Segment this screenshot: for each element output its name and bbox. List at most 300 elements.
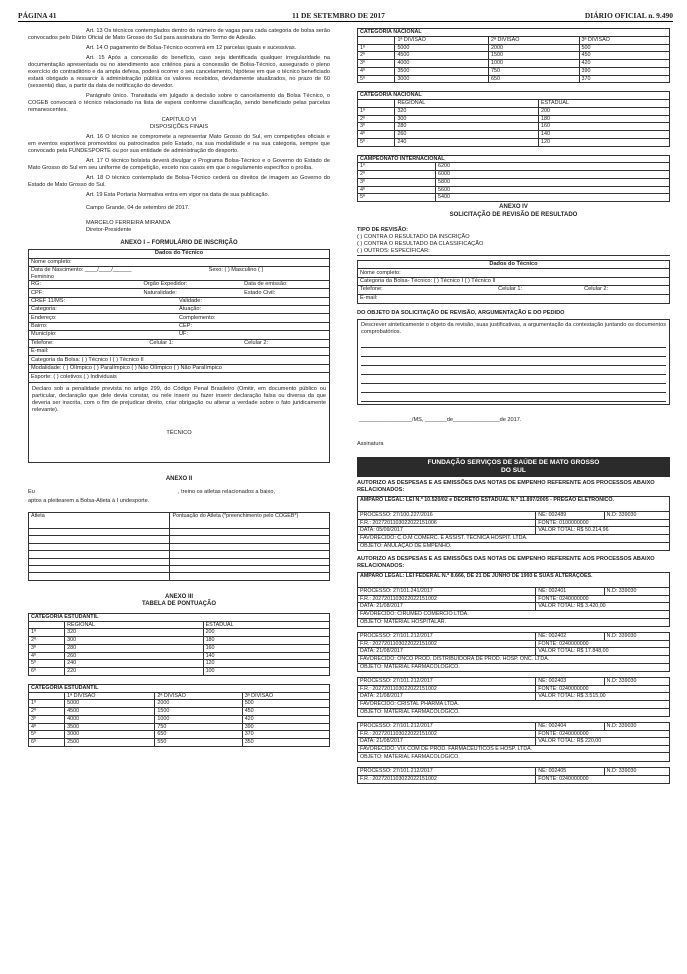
table-cell: 2º: [358, 52, 395, 60]
empenho-field: DATA: 21/08/2017: [360, 693, 403, 700]
athlete-column-header: Atleta: [29, 513, 170, 529]
review-place-date: _________________/MS, _______de_______________de 2017.: [359, 416, 522, 423]
blank-line: [361, 393, 666, 402]
empenho-row: [358, 619, 669, 627]
table-cell: 4º: [358, 186, 436, 194]
table-row: [358, 123, 670, 131]
table-cell: 5800: [436, 178, 670, 186]
left-column: [28, 28, 330, 747]
empenho-row: [358, 648, 669, 656]
table-cell: 5º: [358, 75, 395, 83]
table-cell: 280: [65, 644, 203, 652]
empenho-row: [358, 497, 669, 512]
right-column: [357, 28, 670, 789]
table-cell: 5000: [395, 44, 489, 52]
table-cell: 300: [65, 637, 203, 645]
student-category-table: [28, 613, 330, 676]
table-row: [29, 637, 330, 645]
empenho-field: NE: 002403: [535, 678, 603, 685]
table-cell: 450: [242, 708, 329, 716]
table-cell: 100: [203, 668, 329, 676]
international-championship-table: [357, 155, 670, 203]
journal-name: DIÁRIO OFICIAL n. 9.490: [584, 11, 673, 20]
blank-line: [361, 348, 666, 357]
blank-line: [361, 384, 666, 393]
national-division-table: [357, 28, 670, 83]
table-cell: 1500: [489, 52, 579, 60]
table-cell: 140: [203, 652, 329, 660]
empenho-field: FAVORECIDO: ONCO PROD. DISTRIBUIDORA DE PROD. HOSP. ONC. LTDA.: [360, 655, 550, 662]
article-18: Art. 18 O técnico contemplado de Bolsa-Técnico cederá os direitos de imagem ao Governo do Estado de Mato Grosso do Sul.: [28, 174, 330, 188]
table-row: [358, 44, 670, 52]
national-regional-table: [357, 91, 670, 146]
table-title: CAMPEONATO INTERNACIONAL: [358, 155, 670, 163]
empenho-field: VALOR TOTAL: R$ 220,00: [535, 738, 603, 745]
empenho-field: VALOR TOTAL: R$ 17.848,00: [535, 648, 610, 655]
table-cell: 6º: [29, 739, 65, 747]
review-object-heading: DO OBJETO DA SOLICITAÇÃO DE REVISÃO, ARGUMENTAÇÃO E DO PEDIDO: [357, 309, 565, 316]
table-cell: 1º: [358, 163, 436, 171]
foundation-banner: [357, 457, 670, 477]
table-row: [358, 194, 670, 202]
table-cell: 2º: [358, 171, 436, 179]
table-cell: [358, 100, 395, 108]
empenho-field: FAVORECIDO: CIRUMED COMERCIO LTDA.: [360, 610, 469, 617]
empenho-row: [358, 611, 669, 619]
authorization-heading-2: AUTORIZO AS DESPESAS E AS EMISSÕES DAS NOTAS DE EMPENHO REFERENTE AOS PROCESSOS ABAIXO RELACIONADOS:: [357, 556, 655, 570]
table-cell: 2000: [155, 700, 242, 708]
empenho-field: N.D: 339030: [604, 588, 639, 595]
form-row-email[interactable]: E-mail:: [29, 348, 329, 356]
table-cell: 140: [538, 131, 669, 139]
table-cell: [358, 36, 395, 44]
form-row-phone[interactable]: Telefone: Celular 1: Celular 2:: [29, 340, 329, 348]
table-cell: REGIONAL: [395, 100, 539, 108]
table-cell: 2ª DIVISÃO: [489, 36, 579, 44]
empenho-row: [358, 746, 669, 754]
tecnico-signature-label: TÉCNICO: [166, 429, 192, 436]
table-row: [358, 115, 670, 123]
blank-line: [361, 366, 666, 375]
empenho-block-3: [357, 632, 670, 672]
empenho-row: [358, 588, 669, 596]
table-cell: [170, 536, 330, 543]
table-cell: 500: [242, 700, 329, 708]
table-row: [358, 163, 670, 171]
table-cell: 2ª DIVISÃO: [155, 692, 242, 700]
annex-2-aptos: aptos a pleitearem a Bolsa-Atleta à I undesporte.: [28, 498, 150, 505]
table-row: [358, 186, 670, 194]
athlete-cell[interactable]: [29, 558, 170, 565]
review-option-classificacao[interactable]: ( ) CONTRA O RESULTADO DA CLASSIFICAÇÃO: [357, 240, 484, 247]
empenho-field: NE: 002404: [535, 723, 603, 730]
empenho-row: [358, 641, 669, 649]
foundation-name: FUNDAÇÃO SERVIÇOS DE SAÚDE DE MATO GROSSO: [427, 458, 600, 466]
table-cell: 4º: [29, 723, 65, 731]
table-cell: 390: [242, 723, 329, 731]
empenho-row: [358, 686, 669, 694]
table-row: [358, 67, 670, 75]
empenho-field: F.R.: 2027201103022022151006: [360, 519, 437, 526]
empenho-block-6: [357, 767, 670, 784]
table-cell: 4º: [358, 131, 395, 139]
table-cell: 320: [395, 107, 539, 115]
score-table-title: TABELA DE PONTUAÇÃO: [142, 601, 216, 608]
review-row-bolsa[interactable]: Categoria da Bolsa- Técnico: ( ) Técnico I ( ) Técnico II: [358, 278, 669, 286]
table-cell: 200: [538, 107, 669, 115]
table-title: CATEGORIA ESTUDANTIL: [29, 684, 330, 692]
athlete-cell[interactable]: [29, 536, 170, 543]
table-cell: 4º: [29, 652, 65, 660]
empenho-field: FONTE: 0240000000: [535, 641, 590, 648]
table-row: [29, 731, 330, 739]
table-row: [358, 75, 670, 83]
table-cell: 5º: [29, 660, 65, 668]
empenho-field: PROCESSO: 27/101.241/2017: [360, 588, 433, 595]
table-cell: [170, 558, 330, 565]
form-row-sport[interactable]: Esporte: ( ) coletivos ( ) Individuais: [31, 373, 117, 380]
review-object-instructions: Descrever sinteticamente o objeto da revisão, suas justificativas, a argumentação da contestação juntando os documentos comprobatórios.: [361, 321, 666, 335]
table-cell: 260: [65, 652, 203, 660]
review-option-outros[interactable]: ( ) OUTROS: ESPECIFICAR:: [357, 248, 670, 256]
table-cell: 3500: [65, 723, 155, 731]
table-cell: 200: [203, 629, 329, 637]
table-row: [29, 700, 330, 708]
table-cell: 6º: [29, 668, 65, 676]
table-cell: 2500: [65, 739, 155, 747]
annex-1-title: ANEXO I – FORMULÁRIO DE INSCRIÇÃO: [120, 239, 238, 246]
table-cell: ESTADUAL: [203, 621, 329, 629]
empenho-field: N.D: 339030: [604, 678, 639, 685]
empenho-field: PROCESSO: 27/101.212/2017: [360, 723, 433, 730]
table-cell: 4000: [65, 715, 155, 723]
table-cell: [170, 566, 330, 573]
table-cell: 220: [65, 668, 203, 676]
athlete-cell[interactable]: [29, 551, 170, 558]
review-row-name[interactable]: Nome completo:: [358, 269, 669, 277]
table-cell: 750: [489, 67, 579, 75]
table-row: [358, 60, 670, 68]
table-row: [29, 715, 330, 723]
table-cell: 650: [489, 75, 579, 83]
table-cell: 180: [538, 115, 669, 123]
table-cell: 1ª DIVISÃO: [395, 36, 489, 44]
form-row-district[interactable]: Bairro: CEP:: [29, 323, 329, 331]
review-row-phone[interactable]: Telefone: Celular 1: Celular 2:: [358, 286, 669, 294]
athlete-cell[interactable]: [29, 543, 170, 550]
empenho-row: [358, 535, 669, 543]
annex-2-title: ANEXO II: [165, 475, 193, 482]
empenho-row: [358, 512, 669, 520]
empenho-row: [358, 723, 669, 731]
place-date: Campo Grande, 04 de setembro de 2017.: [86, 204, 190, 211]
table-row: [358, 178, 670, 186]
table-row: [29, 668, 330, 676]
empenho-field: OBJETO: MATERIAL HOSPITALAR.: [360, 619, 447, 626]
empenho-row: [358, 664, 669, 672]
athlete-cell[interactable]: [29, 529, 170, 536]
table-cell: 3º: [358, 123, 395, 131]
table-cell: 3º: [29, 715, 65, 723]
table-cell: [170, 529, 330, 536]
table-cell: 240: [65, 660, 203, 668]
empenho-field: VALOR TOTAL: R$ 50.214,96: [535, 527, 610, 534]
table-cell: 3ª DIVISÃO: [242, 692, 329, 700]
table-cell: 6200: [436, 163, 670, 171]
empenho-field: NE: 002402: [535, 633, 603, 640]
empenho-field: NE: 002405: [535, 768, 603, 775]
empenho-field: DATA: 21/08/2017: [360, 738, 403, 745]
table-cell: 4º: [358, 67, 395, 75]
empenho-row: [358, 753, 669, 761]
table-row: [29, 708, 330, 716]
empenho-field: N.D: 339030: [604, 768, 639, 775]
empenho-field: PROCESSO: 27/100.227/2016: [360, 512, 433, 519]
article-14: Art. 14 O pagamento de Bolsa-Técnico ocorrerá em 12 parcelas iguais e sucessivas.: [86, 44, 297, 51]
registration-form: [28, 249, 330, 382]
empenho-field: FONTE: 0240000000: [535, 686, 590, 693]
table-cell: 550: [155, 739, 242, 747]
empenho-row: [358, 596, 669, 604]
table-cell: 300: [395, 115, 539, 123]
table-cell: 3º: [358, 60, 395, 68]
declaration-box: [28, 383, 330, 463]
table-row: [29, 644, 330, 652]
form-section-title: Dados do Técnico: [358, 261, 669, 269]
table-cell: 2º: [29, 708, 65, 716]
table-cell: [170, 551, 330, 558]
table-cell: 450: [579, 52, 670, 60]
final-provisions-heading: DISPOSIÇÕES FINAIS: [149, 123, 209, 130]
table-cell: 370: [242, 731, 329, 739]
table-cell: 750: [155, 723, 242, 731]
empenho-row: [358, 738, 669, 746]
table-cell: 420: [242, 715, 329, 723]
empenho-field: N.D: 339030: [604, 723, 639, 730]
empenho-field: F.R.: 2027201103022022151002: [360, 640, 437, 647]
table-cell: 5000: [65, 700, 155, 708]
empenho-field: F.R.: 2027201103022022151002: [360, 685, 437, 692]
table-cell: 5400: [436, 194, 670, 202]
empenho-field: FONTE: 0100000000: [535, 520, 590, 527]
table-title: CATEGORIA ESTUDANTIL: [29, 613, 330, 621]
form-row-cpf[interactable]: CPF: Naturalidade: Estado Civil:: [29, 289, 329, 297]
table-cell: 5º: [358, 138, 395, 146]
page-number: PÁGINA 41: [18, 11, 57, 20]
annex-2-statement: Eu , treino os atletas relacionados a baixo,: [28, 489, 276, 496]
table-row: [29, 723, 330, 731]
legal-basis-2: AMPARO LEGAL: LEI FEDERAL N.º 8.666, DE 21 DE JUNHO DE 1993 E SUAS ALTERAÇÕES.: [360, 573, 593, 580]
table-cell: 120: [203, 660, 329, 668]
empenho-field: FONTE: 0240000000: [535, 731, 590, 738]
table-cell: [170, 573, 330, 580]
article-17: Art. 17 O técnico bolsista deverá divulgar o Programa Bolsa-Técnico e o Governo do Estado de Mato Grosso do Sul em seu uniforme de competição, exceto nos casos em que o regulamento específico o proíba.: [28, 157, 330, 171]
table-cell: 1º: [358, 44, 395, 52]
review-request-title: SOLICITAÇÃO DE REVISÃO DE RESULTADO: [449, 211, 578, 218]
article-13: Art. 13 Os técnicos contemplados dentro do número de vagas para cada categoria de bolsa serão convocados pelo Diário Oficial de Mato Grosso do Sul para assinatura do Termo de Adesão.: [28, 28, 330, 41]
empenho-field: FAVORECIDO: CRISTAL PHARMA LTDA.: [360, 700, 459, 707]
table-cell: 3000: [395, 75, 489, 83]
table-cell: 1500: [155, 708, 242, 716]
table-cell: 1ª DIVISÃO: [65, 692, 155, 700]
table-cell: 650: [155, 731, 242, 739]
signer-role: Diretor-Presidente: [86, 226, 132, 233]
table-cell: 2º: [29, 637, 65, 645]
table-cell: 260: [395, 131, 539, 139]
form-row-rg[interactable]: RG: Órgão Expedidor: Data de emissão:: [29, 281, 329, 289]
article-15: Art. 15 Após a concessão do benefício, caso seja identificada qualquer irregularidade na documentação apresentada ou no atendimento aos critérios para a concessão de Bolsa-Técnico, assegurado o pleno exercício do contraditório e da ampla defesa, poderá ocorrer o seu cancelamento, hipótese em que o técnico beneficiado estará obrigado a ressarcir à administração pública os valores recebidos, devidamente atualizados, no prazo de 60 (sessenta) dias, a partir da data de notificação do devedor.: [28, 54, 330, 89]
table-cell: 370: [579, 75, 670, 83]
score-column-header: Pontuação do Atleta (*preenchimento pelo COGEB*): [170, 513, 330, 529]
empenho-row: [358, 527, 669, 535]
empenho-field: DATA: 05/09/2017: [360, 527, 403, 534]
athlete-cell[interactable]: [29, 573, 170, 580]
table-title: CATEGORIA NACIONAL: [358, 92, 670, 100]
table-cell: 280: [395, 123, 539, 131]
empenho-field: OBJETO: MATERIAL FARMACOLÓGICO.: [360, 664, 460, 671]
table-row: [358, 107, 670, 115]
empenho-field: NE: 002401: [535, 588, 603, 595]
table-cell: [29, 692, 65, 700]
table-cell: 4500: [65, 708, 155, 716]
table-cell: 320: [65, 629, 203, 637]
empenho-row: [358, 573, 669, 588]
declaration-text: Declaro sob a penalidade prevista no artigo 299, do Código Penal Brasileiro (Omitir, em documento público ou particular, declaração que dele devia constar, ou nele inserir ou fazer inserir declaração falsa ou diversa da que deveria ser inscrita, com o fim de prejudicar direito, criar obrigação ou alterar a verdade sobre o fato juridicamente relevante).: [32, 385, 326, 413]
empenho-row: [358, 709, 669, 717]
form-row-bolsa-category[interactable]: Categoria da Bolsa: ( ) Técnico I ( ) Técnico II: [29, 356, 329, 364]
review-row-email[interactable]: E-mail:: [360, 295, 378, 302]
blank-line: [361, 357, 666, 366]
table-cell: 3º: [29, 644, 65, 652]
empenho-row: [358, 701, 669, 709]
table-cell: 2000: [489, 44, 579, 52]
empenho-row: [358, 731, 669, 739]
table-row: [29, 739, 330, 747]
table-cell: 3000: [65, 731, 155, 739]
signature-label: Assinatura: [357, 440, 384, 447]
table-cell: 1000: [155, 715, 242, 723]
empenho-row: [358, 543, 669, 551]
empenho-field: OBJETO: MATERIAL FARMACOLÓGICO.: [360, 753, 460, 760]
empenho-field: F.R.: 2027201103022022151002: [360, 730, 437, 737]
table-cell: 1000: [489, 60, 579, 68]
empenho-field: VALOR TOTAL: R$ 3.515,00: [535, 693, 607, 700]
blank-line: [361, 339, 666, 348]
table-cell: 4000: [395, 60, 489, 68]
table-cell: 5º: [29, 731, 65, 739]
empenho-field: PROCESSO: 27/101.212/2017: [360, 633, 433, 640]
empenho-field: DATA: 21/08/2017: [360, 648, 403, 655]
blank-line: [361, 375, 666, 384]
review-option-inscricao[interactable]: ( ) CONTRA O RESULTADO DA INSCRIÇÃO: [357, 233, 470, 240]
legal-basis-1: AMPARO LEGAL: LEI N.º 10.520/02 e DECRETO ESTADUAL N.º 11.897/2005 - PREGÃO ELETRÔNICO.: [360, 497, 614, 504]
empenho-field: DATA: 21/08/2017: [360, 603, 403, 610]
empenho-block-5: [357, 722, 670, 762]
table-cell: 4500: [395, 52, 489, 60]
annex-4-title: ANEXO IV: [499, 204, 528, 210]
empenho-row: [358, 520, 669, 528]
article-16: Art. 16 O técnico se compromete a representar Mato Grosso do Sul, em competições oficiais e em eventos esportivos promovidos ou patrocinados pelo Estado, na sua modalidade e na sua categoria, sempre que convocado pela FUNDESPORTE ou por sua entidade de administração do desporto.: [28, 133, 330, 154]
empenho-field: FONTE: 0240000000: [535, 596, 590, 603]
empenho-field: N.D: 339030: [604, 512, 639, 519]
form-row-cref[interactable]: CREF 11/MS: Validade:: [29, 298, 329, 306]
table-cell: ESTADUAL: [538, 100, 669, 108]
page-header: [18, 10, 673, 22]
empenho-field: NE: 002489: [535, 512, 603, 519]
table-cell: 5600: [436, 186, 670, 194]
form-row-address[interactable]: Endereço: Complemento:: [29, 314, 329, 322]
table-cell: 2º: [358, 115, 395, 123]
empenho-row: [358, 633, 669, 641]
table-cell: 160: [203, 644, 329, 652]
empenho-field: FONTE: 0240000000: [535, 776, 590, 783]
form-section-title: Dados do Técnico: [29, 250, 329, 258]
empenho-field: PROCESSO: 27/101.212/2017: [360, 678, 433, 685]
empenho-field: FAVORECIDO: C.O.M COMERC. E ASSIST. TECNICA HOSPIT. LTDA.: [360, 535, 528, 542]
chapter-heading: CAPÍTULO VI: [161, 116, 197, 123]
empenho-row: [358, 603, 669, 611]
table-cell: 180: [203, 637, 329, 645]
empenho-block-2: [357, 572, 670, 627]
table-cell: 3ª DIVISÃO: [579, 36, 670, 44]
empenho-field: PROCESSO: 27/101.212/2017: [360, 768, 433, 775]
table-row: [29, 629, 330, 637]
table-cell: 1º: [29, 629, 65, 637]
empenho-row: [358, 776, 669, 784]
empenho-field: F.R.: 2027201103022022151002: [360, 595, 437, 602]
form-row-birth-sex[interactable]: Data de Nascimento: ____/____/______ Sexo: ( ) Masculino ( ) Feminino: [29, 267, 329, 281]
table-cell: 5º: [358, 194, 436, 202]
table-row: [358, 52, 670, 60]
table-cell: 1º: [358, 107, 395, 115]
table-cell: 160: [538, 123, 669, 131]
table-title: CATEGORIA NACIONAL: [358, 29, 670, 37]
review-object-box[interactable]: [357, 319, 670, 405]
annex-3-title: ANEXO III: [164, 593, 193, 600]
empenho-row: [358, 693, 669, 701]
empenho-field: OBJETO: ANULAÇÃO DE EMPENHO.: [360, 543, 452, 550]
table-cell: 390: [579, 67, 670, 75]
empenho-field: FAVORECIDO: VIX COM DE PROD. FARMACEUTICOS E HOSP. LTDA.: [360, 745, 533, 752]
empenho-field: VALOR TOTAL: R$ 3.420,00: [535, 603, 607, 610]
table-row: [29, 652, 330, 660]
table-cell: [29, 621, 65, 629]
article-19: Art. 19 Esta Portaria Normativa entra em vigor na data de sua publicação.: [86, 191, 270, 198]
foundation-name-2: DO SUL: [501, 467, 526, 475]
paragraph-unico: Parágrafo único. Transitada em julgado a decisão sobre o cancelamento da Bolsa Técnico, o COGEB convocará o técnico relacionado na lista de espera conforme classificação, sendo beneficiado pelas parcelas remanescentes.: [28, 92, 330, 113]
table-cell: 6000: [436, 171, 670, 179]
empenho-block-1: [357, 496, 670, 551]
signer-name: MARCELO FERREIRA MIRANDA: [86, 219, 171, 226]
athlete-cell[interactable]: [29, 566, 170, 573]
empenho-row: [358, 678, 669, 686]
table-cell: 1º: [29, 700, 65, 708]
issue-date: 11 DE SETEMBRO DE 2017: [292, 11, 385, 20]
table-cell: [170, 543, 330, 550]
form-row-name[interactable]: Nome completo:: [29, 259, 329, 267]
table-cell: 3500: [395, 67, 489, 75]
form-row-modality[interactable]: Modalidade: ( ) Olímpico ( ) Paralímpico ( ) Não Olímpico ( ) Não Paralímpico: [29, 365, 329, 373]
review-technician-form: [357, 260, 670, 304]
table-cell: 120: [538, 138, 669, 146]
table-row: [358, 131, 670, 139]
form-row-category[interactable]: Categoria: Atuação:: [29, 306, 329, 314]
table-row: [358, 171, 670, 179]
table-cell: 500: [579, 44, 670, 52]
form-row-city[interactable]: Município: UF:: [29, 331, 329, 339]
review-type-label: TIPO DE REVISÃO:: [357, 227, 408, 233]
empenho-field: N.D: 339030: [604, 633, 639, 640]
